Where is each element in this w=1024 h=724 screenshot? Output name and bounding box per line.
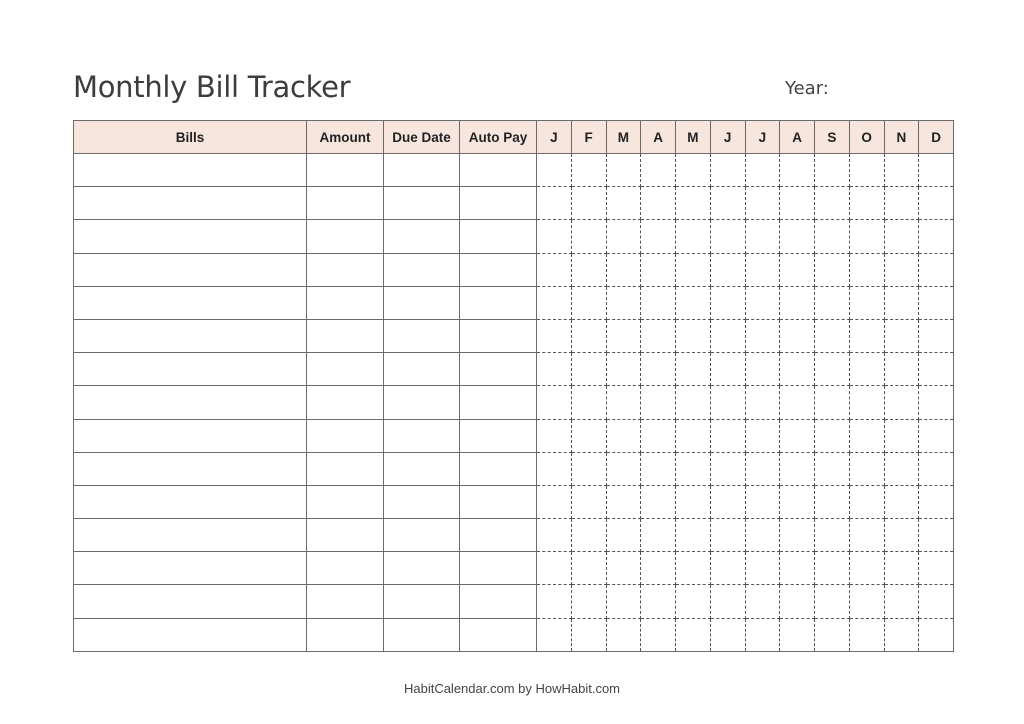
bill-name-cell[interactable] <box>74 519 307 552</box>
column-header-month-sep: S <box>815 121 850 154</box>
table-row <box>74 220 954 253</box>
month-check-cell-jun[interactable] <box>710 485 745 518</box>
month-check-cell-aug[interactable] <box>780 220 815 253</box>
month-check-cell-jul[interactable] <box>745 220 780 253</box>
table-row <box>74 154 954 187</box>
month-check-cell-mar[interactable] <box>606 552 641 585</box>
column-header-month-mar: M <box>606 121 641 154</box>
month-check-cell-oct[interactable] <box>849 519 884 552</box>
auto-pay-cell[interactable] <box>460 187 537 220</box>
table-header-row <box>74 121 954 154</box>
month-check-cell-feb[interactable] <box>571 386 606 419</box>
month-check-cell-jun[interactable] <box>710 452 745 485</box>
due-date-cell[interactable] <box>384 187 460 220</box>
auto-pay-cell[interactable] <box>460 353 537 386</box>
month-check-cell-jun[interactable] <box>710 386 745 419</box>
month-check-cell-mar[interactable] <box>606 519 641 552</box>
month-check-cell-nov[interactable] <box>884 386 919 419</box>
month-check-cell-apr[interactable] <box>641 452 676 485</box>
month-check-cell-nov[interactable] <box>884 552 919 585</box>
table-row <box>74 618 954 651</box>
bill-name-cell[interactable] <box>74 220 307 253</box>
month-check-cell-sep[interactable] <box>815 154 850 187</box>
month-check-cell-oct[interactable] <box>849 353 884 386</box>
month-check-cell-jan[interactable] <box>537 319 572 352</box>
column-header-auto-pay: Auto Pay <box>460 121 537 154</box>
month-check-cell-nov[interactable] <box>884 419 919 452</box>
due-date-cell[interactable] <box>384 585 460 618</box>
month-check-cell-nov[interactable] <box>884 519 919 552</box>
due-date-cell[interactable] <box>384 552 460 585</box>
month-check-cell-jan[interactable] <box>537 353 572 386</box>
auto-pay-cell[interactable] <box>460 485 537 518</box>
month-check-cell-feb[interactable] <box>571 519 606 552</box>
month-check-cell-oct[interactable] <box>849 187 884 220</box>
month-check-cell-dec[interactable] <box>919 552 954 585</box>
auto-pay-cell[interactable] <box>460 618 537 651</box>
month-check-cell-apr[interactable] <box>641 618 676 651</box>
month-check-cell-nov[interactable] <box>884 220 919 253</box>
month-check-cell-dec[interactable] <box>919 485 954 518</box>
month-check-cell-mar[interactable] <box>606 585 641 618</box>
month-check-cell-apr[interactable] <box>641 585 676 618</box>
month-check-cell-aug[interactable] <box>780 319 815 352</box>
month-check-cell-mar[interactable] <box>606 187 641 220</box>
bill-name-cell[interactable] <box>74 319 307 352</box>
due-date-cell[interactable] <box>384 452 460 485</box>
due-date-cell[interactable] <box>384 353 460 386</box>
month-check-cell-jan[interactable] <box>537 585 572 618</box>
month-check-cell-dec[interactable] <box>919 154 954 187</box>
month-check-cell-may[interactable] <box>676 286 711 319</box>
month-check-cell-feb[interactable] <box>571 485 606 518</box>
month-check-cell-oct[interactable] <box>849 485 884 518</box>
column-header-month-nov: N <box>884 121 919 154</box>
bill-tracker-table <box>73 120 954 652</box>
month-check-cell-apr[interactable] <box>641 286 676 319</box>
footer-credit: HabitCalendar.com by HowHabit.com <box>403 681 621 696</box>
month-check-cell-jul[interactable] <box>745 253 780 286</box>
month-check-cell-oct[interactable] <box>849 618 884 651</box>
auto-pay-cell[interactable] <box>460 286 537 319</box>
column-header-month-jul: J <box>745 121 780 154</box>
amount-cell[interactable] <box>307 319 384 352</box>
month-check-cell-feb[interactable] <box>571 187 606 220</box>
auto-pay-cell[interactable] <box>460 220 537 253</box>
month-check-cell-nov[interactable] <box>884 618 919 651</box>
month-check-cell-jan[interactable] <box>537 220 572 253</box>
month-check-cell-may[interactable] <box>676 253 711 286</box>
due-date-cell[interactable] <box>384 286 460 319</box>
month-check-cell-apr[interactable] <box>641 220 676 253</box>
month-check-cell-feb[interactable] <box>571 353 606 386</box>
bill-name-cell[interactable] <box>74 552 307 585</box>
month-check-cell-dec[interactable] <box>919 585 954 618</box>
month-check-cell-sep[interactable] <box>815 618 850 651</box>
table-row <box>74 187 954 220</box>
table-row <box>74 452 954 485</box>
month-check-cell-feb[interactable] <box>571 452 606 485</box>
month-check-cell-nov[interactable] <box>884 585 919 618</box>
month-check-cell-nov[interactable] <box>884 485 919 518</box>
page-title: Monthly Bill Tracker <box>73 70 351 104</box>
table-row <box>74 485 954 518</box>
month-check-cell-mar[interactable] <box>606 386 641 419</box>
month-check-cell-mar[interactable] <box>606 286 641 319</box>
bill-name-cell[interactable] <box>74 419 307 452</box>
month-check-cell-may[interactable] <box>676 220 711 253</box>
month-check-cell-feb[interactable] <box>571 552 606 585</box>
bill-name-cell[interactable] <box>74 452 307 485</box>
month-check-cell-jul[interactable] <box>745 386 780 419</box>
month-check-cell-may[interactable] <box>676 585 711 618</box>
month-check-cell-apr[interactable] <box>641 187 676 220</box>
month-check-cell-feb[interactable] <box>571 286 606 319</box>
month-check-cell-aug[interactable] <box>780 485 815 518</box>
month-check-cell-apr[interactable] <box>641 552 676 585</box>
month-check-cell-aug[interactable] <box>780 452 815 485</box>
month-check-cell-jul[interactable] <box>745 485 780 518</box>
month-check-cell-mar[interactable] <box>606 353 641 386</box>
amount-cell[interactable] <box>307 253 384 286</box>
month-check-cell-may[interactable] <box>676 552 711 585</box>
month-check-cell-feb[interactable] <box>571 220 606 253</box>
month-check-cell-dec[interactable] <box>919 386 954 419</box>
due-date-cell[interactable] <box>384 519 460 552</box>
month-check-cell-sep[interactable] <box>815 552 850 585</box>
month-check-cell-mar[interactable] <box>606 253 641 286</box>
amount-cell[interactable] <box>307 485 384 518</box>
month-check-cell-nov[interactable] <box>884 286 919 319</box>
bill-name-cell[interactable] <box>74 386 307 419</box>
bill-name-cell[interactable] <box>74 187 307 220</box>
table-row <box>74 353 954 386</box>
month-check-cell-dec[interactable] <box>919 319 954 352</box>
month-check-cell-sep[interactable] <box>815 286 850 319</box>
month-check-cell-mar[interactable] <box>606 220 641 253</box>
table-row <box>74 253 954 286</box>
month-check-cell-jul[interactable] <box>745 286 780 319</box>
due-date-cell[interactable] <box>384 154 460 187</box>
month-check-cell-sep[interactable] <box>815 187 850 220</box>
month-check-cell-jun[interactable] <box>710 253 745 286</box>
column-header-month-apr: A <box>641 121 676 154</box>
table-row <box>74 552 954 585</box>
month-check-cell-jun[interactable] <box>710 618 745 651</box>
month-check-cell-oct[interactable] <box>849 286 884 319</box>
table-row <box>74 286 954 319</box>
month-check-cell-mar[interactable] <box>606 618 641 651</box>
month-check-cell-jul[interactable] <box>745 618 780 651</box>
month-check-cell-may[interactable] <box>676 187 711 220</box>
amount-cell[interactable] <box>307 519 384 552</box>
month-check-cell-aug[interactable] <box>780 154 815 187</box>
month-check-cell-jan[interactable] <box>537 253 572 286</box>
bill-name-cell[interactable] <box>74 585 307 618</box>
month-check-cell-oct[interactable] <box>849 319 884 352</box>
month-check-cell-jan[interactable] <box>537 485 572 518</box>
bill-name-cell[interactable] <box>74 253 307 286</box>
month-check-cell-dec[interactable] <box>919 253 954 286</box>
auto-pay-cell[interactable] <box>460 519 537 552</box>
amount-cell[interactable] <box>307 552 384 585</box>
month-check-cell-sep[interactable] <box>815 319 850 352</box>
month-check-cell-jul[interactable] <box>745 419 780 452</box>
amount-cell[interactable] <box>307 353 384 386</box>
auto-pay-cell[interactable] <box>460 154 537 187</box>
month-check-cell-aug[interactable] <box>780 585 815 618</box>
due-date-cell[interactable] <box>384 319 460 352</box>
month-check-cell-jun[interactable] <box>710 353 745 386</box>
month-check-cell-jun[interactable] <box>710 419 745 452</box>
month-check-cell-oct[interactable] <box>849 552 884 585</box>
month-check-cell-dec[interactable] <box>919 519 954 552</box>
month-check-cell-feb[interactable] <box>571 419 606 452</box>
column-header-month-oct: O <box>849 121 884 154</box>
month-check-cell-jun[interactable] <box>710 286 745 319</box>
month-check-cell-jul[interactable] <box>745 319 780 352</box>
month-check-cell-dec[interactable] <box>919 419 954 452</box>
month-check-cell-jun[interactable] <box>710 552 745 585</box>
auto-pay-cell[interactable] <box>460 419 537 452</box>
month-check-cell-apr[interactable] <box>641 319 676 352</box>
month-check-cell-jul[interactable] <box>745 519 780 552</box>
month-check-cell-feb[interactable] <box>571 319 606 352</box>
month-check-cell-jul[interactable] <box>745 154 780 187</box>
month-check-cell-aug[interactable] <box>780 353 815 386</box>
month-check-cell-jun[interactable] <box>710 585 745 618</box>
month-check-cell-may[interactable] <box>676 618 711 651</box>
month-check-cell-aug[interactable] <box>780 519 815 552</box>
month-check-cell-nov[interactable] <box>884 319 919 352</box>
month-check-cell-feb[interactable] <box>571 585 606 618</box>
table-row <box>74 419 954 452</box>
month-check-cell-jan[interactable] <box>537 386 572 419</box>
table-row <box>74 585 954 618</box>
column-header-bills: Bills <box>74 121 307 154</box>
month-check-cell-nov[interactable] <box>884 452 919 485</box>
month-check-cell-jul[interactable] <box>745 585 780 618</box>
month-check-cell-dec[interactable] <box>919 452 954 485</box>
month-check-cell-sep[interactable] <box>815 253 850 286</box>
month-check-cell-mar[interactable] <box>606 319 641 352</box>
bill-name-cell[interactable] <box>74 154 307 187</box>
month-check-cell-may[interactable] <box>676 452 711 485</box>
month-check-cell-aug[interactable] <box>780 419 815 452</box>
month-check-cell-sep[interactable] <box>815 519 850 552</box>
table-row <box>74 519 954 552</box>
month-check-cell-jul[interactable] <box>745 353 780 386</box>
auto-pay-cell[interactable] <box>460 552 537 585</box>
column-header-due-date: Due Date <box>384 121 460 154</box>
table-row <box>74 319 954 352</box>
month-check-cell-oct[interactable] <box>849 220 884 253</box>
amount-cell[interactable] <box>307 452 384 485</box>
month-check-cell-feb[interactable] <box>571 253 606 286</box>
bill-name-cell[interactable] <box>74 286 307 319</box>
month-check-cell-jan[interactable] <box>537 187 572 220</box>
month-check-cell-may[interactable] <box>676 319 711 352</box>
month-check-cell-jun[interactable] <box>710 220 745 253</box>
amount-cell[interactable] <box>307 286 384 319</box>
month-check-cell-aug[interactable] <box>780 286 815 319</box>
month-check-cell-sep[interactable] <box>815 353 850 386</box>
month-check-cell-apr[interactable] <box>641 386 676 419</box>
amount-cell[interactable] <box>307 585 384 618</box>
month-check-cell-jun[interactable] <box>710 154 745 187</box>
month-check-cell-may[interactable] <box>676 519 711 552</box>
month-check-cell-jan[interactable] <box>537 419 572 452</box>
due-date-cell[interactable] <box>384 386 460 419</box>
month-check-cell-jan[interactable] <box>537 519 572 552</box>
table-row <box>74 386 954 419</box>
month-check-cell-dec[interactable] <box>919 618 954 651</box>
month-check-cell-sep[interactable] <box>815 220 850 253</box>
month-check-cell-mar[interactable] <box>606 419 641 452</box>
month-check-cell-apr[interactable] <box>641 519 676 552</box>
auto-pay-cell[interactable] <box>460 452 537 485</box>
month-check-cell-jan[interactable] <box>537 286 572 319</box>
month-check-cell-may[interactable] <box>676 485 711 518</box>
month-check-cell-dec[interactable] <box>919 220 954 253</box>
month-check-cell-sep[interactable] <box>815 485 850 518</box>
column-header-month-feb: F <box>571 121 606 154</box>
column-header-amount: Amount <box>307 121 384 154</box>
month-check-cell-may[interactable] <box>676 154 711 187</box>
month-check-cell-jan[interactable] <box>537 154 572 187</box>
month-check-cell-mar[interactable] <box>606 452 641 485</box>
amount-cell[interactable] <box>307 419 384 452</box>
due-date-cell[interactable] <box>384 618 460 651</box>
month-check-cell-apr[interactable] <box>641 253 676 286</box>
due-date-cell[interactable] <box>384 253 460 286</box>
month-check-cell-oct[interactable] <box>849 154 884 187</box>
month-check-cell-jun[interactable] <box>710 319 745 352</box>
month-check-cell-oct[interactable] <box>849 419 884 452</box>
month-check-cell-jun[interactable] <box>710 187 745 220</box>
month-check-cell-nov[interactable] <box>884 154 919 187</box>
column-header-month-may: M <box>676 121 711 154</box>
month-check-cell-jul[interactable] <box>745 552 780 585</box>
amount-cell[interactable] <box>307 618 384 651</box>
amount-cell[interactable] <box>307 220 384 253</box>
column-header-month-jun: J <box>710 121 745 154</box>
month-check-cell-jan[interactable] <box>537 452 572 485</box>
month-check-cell-feb[interactable] <box>571 154 606 187</box>
month-check-cell-jul[interactable] <box>745 187 780 220</box>
month-check-cell-mar[interactable] <box>606 485 641 518</box>
month-check-cell-jun[interactable] <box>710 519 745 552</box>
month-check-cell-jul[interactable] <box>745 452 780 485</box>
bill-name-cell[interactable] <box>74 485 307 518</box>
column-header-month-aug: A <box>780 121 815 154</box>
auto-pay-cell[interactable] <box>460 253 537 286</box>
month-check-cell-nov[interactable] <box>884 253 919 286</box>
amount-cell[interactable] <box>307 154 384 187</box>
column-header-month-dec: D <box>919 121 954 154</box>
month-check-cell-dec[interactable] <box>919 286 954 319</box>
auto-pay-cell[interactable] <box>460 319 537 352</box>
month-check-cell-apr[interactable] <box>641 485 676 518</box>
month-check-cell-apr[interactable] <box>641 419 676 452</box>
month-check-cell-jan[interactable] <box>537 618 572 651</box>
bill-name-cell[interactable] <box>74 353 307 386</box>
auto-pay-cell[interactable] <box>460 386 537 419</box>
month-check-cell-sep[interactable] <box>815 452 850 485</box>
month-check-cell-aug[interactable] <box>780 253 815 286</box>
month-check-cell-feb[interactable] <box>571 618 606 651</box>
month-check-cell-apr[interactable] <box>641 154 676 187</box>
month-check-cell-aug[interactable] <box>780 618 815 651</box>
month-check-cell-aug[interactable] <box>780 552 815 585</box>
month-check-cell-may[interactable] <box>676 419 711 452</box>
month-check-cell-mar[interactable] <box>606 154 641 187</box>
month-check-cell-dec[interactable] <box>919 187 954 220</box>
due-date-cell[interactable] <box>384 485 460 518</box>
month-check-cell-dec[interactable] <box>919 353 954 386</box>
year-label: Year: <box>785 78 829 99</box>
month-check-cell-oct[interactable] <box>849 386 884 419</box>
bill-name-cell[interactable] <box>74 618 307 651</box>
amount-cell[interactable] <box>307 187 384 220</box>
month-check-cell-may[interactable] <box>676 386 711 419</box>
amount-cell[interactable] <box>307 386 384 419</box>
column-header-month-jan: J <box>537 121 572 154</box>
due-date-cell[interactable] <box>384 220 460 253</box>
month-check-cell-aug[interactable] <box>780 386 815 419</box>
month-check-cell-jan[interactable] <box>537 552 572 585</box>
month-check-cell-oct[interactable] <box>849 452 884 485</box>
month-check-cell-may[interactable] <box>676 353 711 386</box>
month-check-cell-sep[interactable] <box>815 419 850 452</box>
month-check-cell-sep[interactable] <box>815 386 850 419</box>
month-check-cell-oct[interactable] <box>849 585 884 618</box>
month-check-cell-aug[interactable] <box>780 187 815 220</box>
auto-pay-cell[interactable] <box>460 585 537 618</box>
month-check-cell-nov[interactable] <box>884 187 919 220</box>
month-check-cell-apr[interactable] <box>641 353 676 386</box>
month-check-cell-nov[interactable] <box>884 353 919 386</box>
month-check-cell-sep[interactable] <box>815 585 850 618</box>
due-date-cell[interactable] <box>384 419 460 452</box>
month-check-cell-oct[interactable] <box>849 253 884 286</box>
